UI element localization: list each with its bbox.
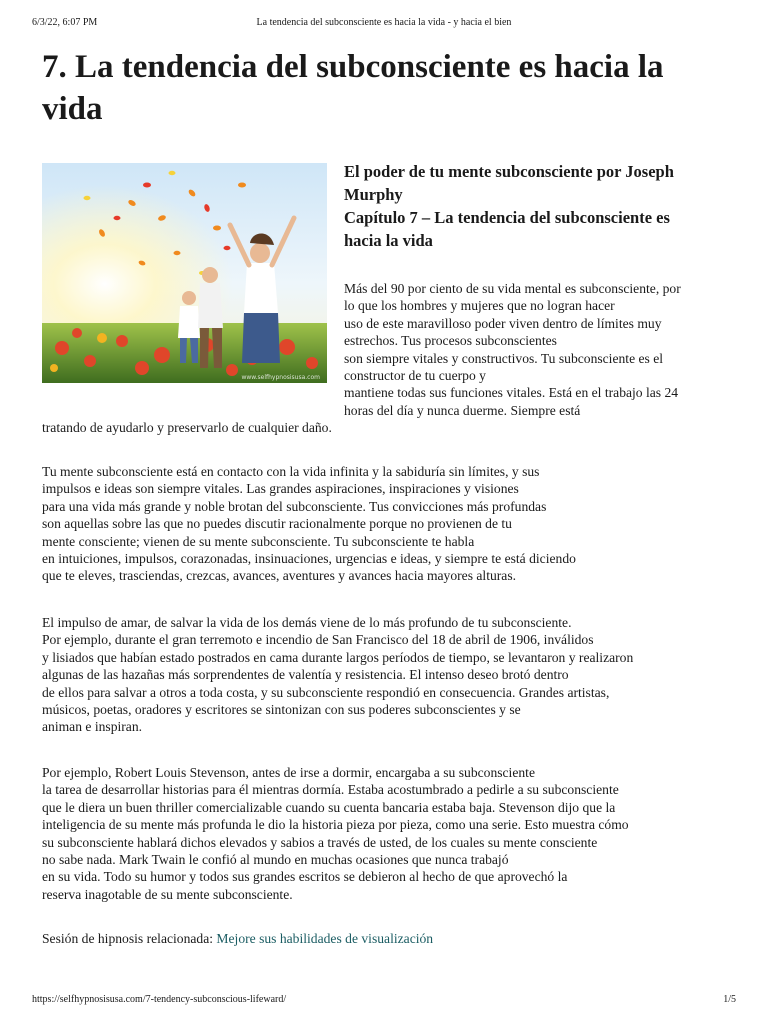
paragraph-line: lo que los hombres y mujeres que no logran hacer [344,298,615,314]
paragraph-line: de ellos para salvar a otros a toda costa, y su subconsciente respondió en consecuencia. Grandes artistas, [42,684,610,700]
paragraph-line: son aquellas sobre las que no puedes discutir racionalmente porque no provienen de tu [42,516,512,532]
paragraph-line: Por ejemplo, Robert Louis Stevenson, antes de irse a dormir, encargaba a su subconsciente [42,765,535,780]
paragraph-line: algunas de las hazañas más sorprendentes de valentía y resistencia. El intenso deseo brotó dentro [42,667,569,683]
family-in-flower-field-illustration [42,163,327,383]
print-header [32,16,736,32]
subheading-line: El poder de tu mente subconsciente por Joseph [344,162,674,181]
paragraph-line: su subconsciente hablará dichos elevados y sabios a través de usted, de los cuales su mente consciente [42,834,598,850]
paragraph-line: reserva inagotable de su mente subconsciente. [42,886,293,902]
paragraph-1 [344,280,681,419]
paragraph-line: El impulso de amar, de salvar la vida de los demás viene de lo más profundo de tu subconsciente. [42,615,572,630]
paragraph-line: mente consciente; vienen de su mente subconsciente. Tu subconsciente te habla [42,533,475,549]
print-url: https://selfhypnosisusa.com/7-tendency-subconscious-lifeward/ [32,994,287,1005]
paragraph-line: que te eleves, trasciendas, crezcas, avances, aventures y avances hacia mayores alturas. [42,568,517,584]
subheading-line: Capítulo 7 – La tendencia del subconsciente es [344,208,670,227]
paragraph-1-continuation [42,419,332,436]
paragraph-line: animan e inspiran. [42,719,143,735]
related-session-link[interactable]: Mejore sus habilidades de visualización [216,931,434,946]
image-watermark: www.selfhypnosisusa.com [241,374,320,381]
paragraph-line: Más del 90 por ciento de su vida mental es subconsciente, por [344,281,681,296]
print-page-number: 1/5 [723,994,736,1005]
paragraph-2 [42,463,576,585]
paragraph-line: no sabe nada. Mark Twain le confió al mundo en muchas ocasiones que nunca trabajó [42,852,509,868]
paragraph-line: Por ejemplo, durante el gran terremoto e incendio de San Francisco del 18 de abril de 1906, inválidos [42,632,594,648]
paragraph-line: en su vida. Todo su humor y todos sus grandes escritos se debieron al hecho de que aprovechó la [42,869,568,885]
paragraph-line: constructor de tu cuerpo y [344,368,486,384]
paragraph-line: en intuiciones, impulsos, corazonadas, insinuaciones, urgencias e ideas, y siempre te está diciendo [42,551,576,567]
paragraph-line: uso de este maravilloso poder viven dentro de límites muy [344,315,662,331]
paragraph-line: músicos, poetas, oradores y escritores se sintonizan con sus poderes subconscientes y se [42,702,521,718]
paragraph-4 [42,764,629,903]
paragraph-line: la tarea de desarrollar historias para él mientras dormía. Estaba acostumbrado a pedirle a su subconsciente [42,782,619,798]
paragraph-line: para una vida más grande y noble brotan del subconsciente. Tus convicciones más profundas [42,498,547,514]
related-session-label: Sesión de hipnosis relacionada: [42,931,217,946]
print-page-title: La tendencia del subconsciente es hacia la vida - y hacia el bien [256,17,512,28]
paragraph-line: son siempre vitales y constructivos. Tu subconsciente es el [344,350,664,366]
article-hero-image [42,163,327,383]
paragraph-line: tratando de ayudarlo y preservarlo de cualquier daño. [42,420,332,435]
paragraph-3 [42,614,633,736]
paragraph-line: y lisiados que habían estado postrados en cama durante largos períodos de tiempo, se levantaron y realizaron [42,649,634,665]
subheading-line: hacia la vida [344,231,433,250]
paragraph-line: Tu mente subconsciente está en contacto con la vida infinita y la sabiduría sin límites, y sus [42,464,540,479]
paragraph-line: impulsos e ideas son siempre vitales. Las grandes aspiraciones, inspiraciones y visiones [42,481,519,497]
paragraph-line: mantiene todas sus funciones vitales. Está en el trabajo las 24 [344,385,679,401]
paragraph-line: inteligencia de su mente más profunda le dio la historia pieza por pieza, como una serie. Esto muestra cómo [42,817,629,833]
paragraph-line: que le diera un buen thriller comercializable cuando su cuenta bancaria estaba baja. Stevenson dijo que la [42,799,616,815]
print-datetime: 6/3/22, 6:07 PM [32,17,98,28]
subheading-line: Murphy [344,185,403,204]
related-session [42,930,433,947]
paragraph-line: horas del día y nunca duerme. Siempre está [344,402,581,418]
paragraph-line: estrechos. Tus procesos subconscientes [344,333,557,349]
article-title: 7. La tendencia del subconsciente es hacia la vida [42,49,664,127]
article-subheading [344,160,724,252]
